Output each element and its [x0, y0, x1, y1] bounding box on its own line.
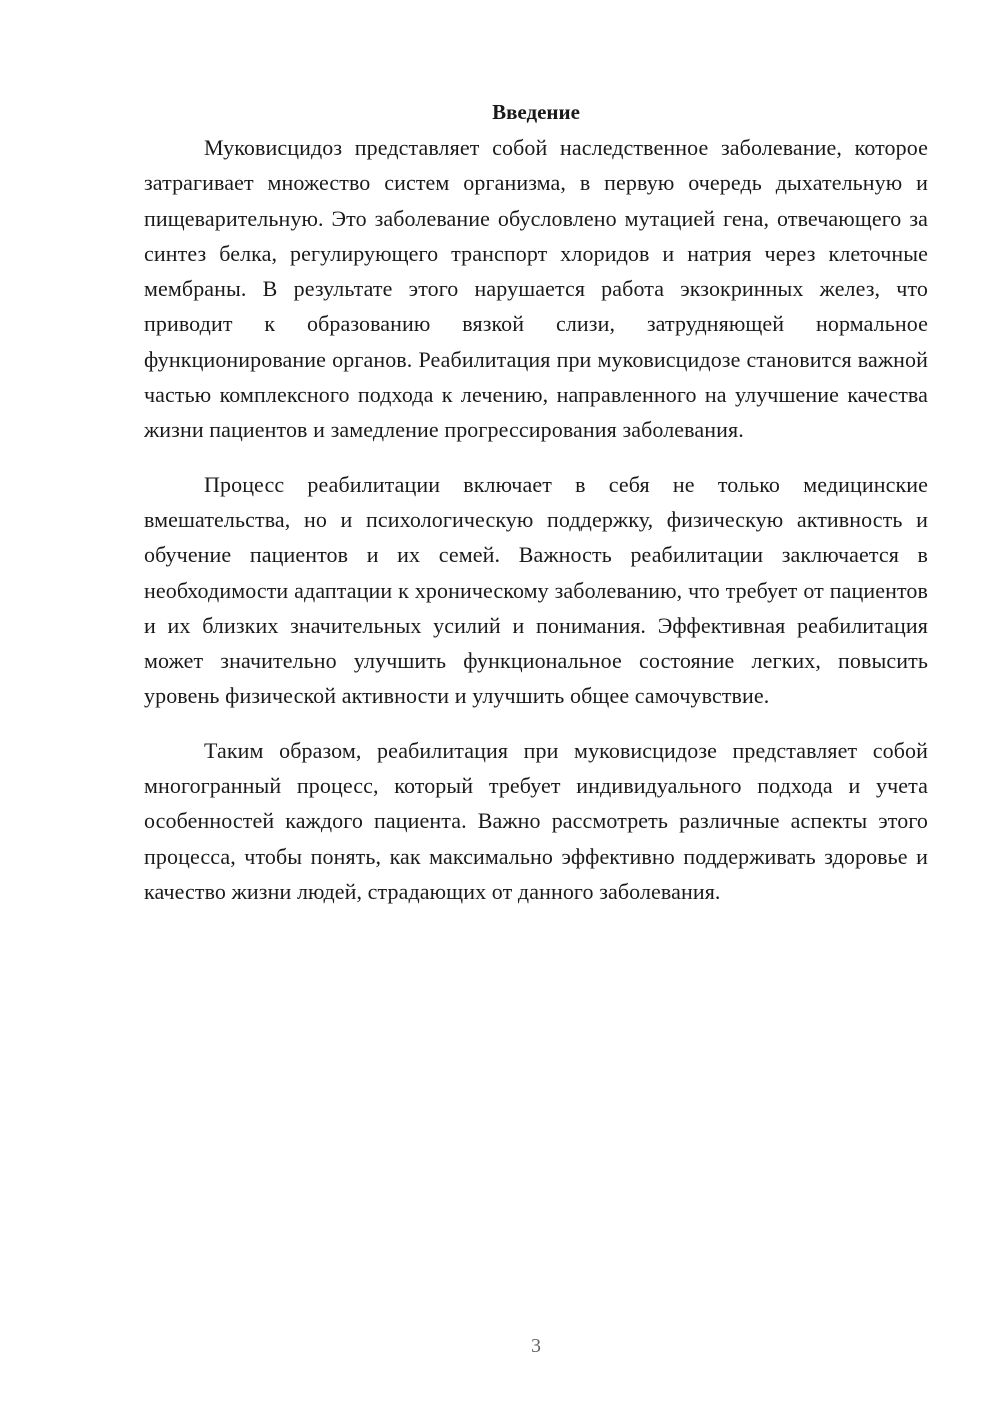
section-heading: Введение — [492, 100, 580, 124]
paragraph-3: Таким образом, реабилитация при муковисцидозе представляет собой многогранный процесс, который требует индивидуального подхода и учета особенностей каждого пациента. Важно рассмотреть различные аспекты этого процесса, чтобы понять, как максимально эффективно поддерживать здоровье и качество жизни людей, страдающих от данного заболевания. — [144, 737, 928, 904]
paragraph-1: Муковисцидоз представляет собой наследственное заболевание, которое затрагивает множество систем организма, в первую очередь дыхательную и пищеварительную. Это заболевание обусловлено мутацией гена, отвечающего за синтез белка, регулирующего транспорт хлоридов и натрия через клеточные мембраны. В результате этого нарушается работа экзокринных желез, что приводит к образованию вязкой слизи, затрудняющей нормальное функционирование органов. Реабилитация при муковисцидозе становится важной частью комплексного подхода к лечению, направленного на улучшение качества жизни пациентов и замедление прогрессирования заболевания. — [144, 135, 928, 443]
paragraph-2: Процесс реабилитации включает в себя не только медицинские вмешательства, но и психологическую поддержку, физическую активность и обучение пациентов и их семей. Важность реабилитации заключается в необходимости адаптации к хроническому заболеванию, что требует от пациентов и их близких значительных усилий и понимания. Эффективная реабилитация может значительно улучшить функциональное состояние легких, повысить уровень физической активности и улучшить общее самочувствие. — [144, 471, 928, 709]
page-number: 3 — [531, 1335, 541, 1357]
page-content — [144, 94, 928, 909]
